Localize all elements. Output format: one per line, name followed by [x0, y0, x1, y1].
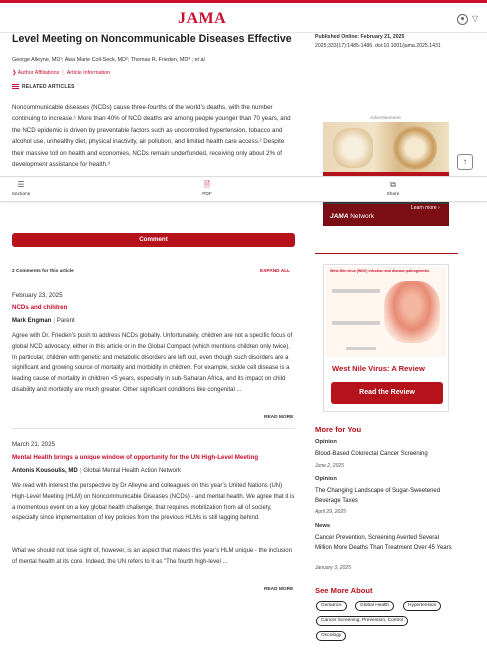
item-type: Opinion: [315, 439, 337, 445]
comment-author-role: Parent: [56, 318, 75, 324]
topic-tag[interactable]: Geriatrics: [316, 601, 347, 611]
ad-image: [323, 122, 449, 172]
topic-tag[interactable]: Hypertension: [403, 601, 441, 611]
more-for-you-item-title[interactable]: Cancer Prevention, Screening Averted Several Million More Deaths Than Treatment Over 45 Years: [315, 535, 452, 551]
share-label: Share: [386, 192, 400, 197]
pdf-button[interactable]: [187, 180, 227, 197]
author-affiliations-link[interactable]: ❯ Author Affiliations: [12, 70, 60, 76]
more-for-you-item-title[interactable]: The Changing Landscape of Sugar-Sweetened Beverage Taxes: [315, 488, 441, 504]
comment-author: [12, 318, 75, 324]
related-articles-label: RELATED ARTICLES: [22, 84, 75, 90]
site-header: [0, 3, 487, 33]
read-more-link[interactable]: READ MORE: [264, 587, 294, 592]
comment-author-role: Global Mental Health Action Network: [83, 468, 181, 474]
comment-title[interactable]: Mental Health brings a unique window of opportunity for the UN High-Level Meeting: [12, 454, 259, 461]
related-articles-toggle[interactable]: [12, 84, 75, 90]
review-promo[interactable]: [323, 264, 449, 412]
author-list[interactable]: George Alleyne, MD¹; Awa Marie Coll-Seck, MD²; Thomas R. Frieden, MD³ ; et al: [12, 57, 205, 63]
ad-journal: JAMA: [330, 213, 349, 220]
comment-count: 2 Comments for this article: [12, 269, 74, 274]
comment-author: [12, 468, 181, 474]
pdf-label: PDF: [202, 192, 212, 197]
jama-network-logo: [330, 213, 374, 220]
article-toolbar: [0, 176, 487, 202]
item-date: January 3, 2025: [315, 565, 351, 571]
promo-title[interactable]: West Nile Virus: A Review: [332, 364, 425, 373]
jama-logo[interactable]: JAMA: [178, 10, 227, 27]
article-title: Level Meeting on Noncommunicable Diseases Effective: [12, 33, 292, 45]
share-icon: ⧉: [390, 180, 396, 189]
article-information-link[interactable]: Article Information: [66, 70, 111, 76]
author-separator: |: [53, 318, 55, 324]
sidebar-divider: [315, 253, 458, 254]
author-separator: |: [79, 468, 82, 474]
article-abstract: Noncommunicable diseases (NCDs) cause three-fourths of the world’s deaths, with the number continuing to increase.¹ More than 40% of NCD deaths are among people younger than 70 years, and the NCD epidemic is driven by preventable factors such as uncontrolled hypertension, tobacco and alcohol use, unhealthy diet, physical inactivity, air pollution, and limited health care access.² Despite their massive toll on health and economies, NCDs remain underfunded, receiving only about 2% of development assistance for health.³: [12, 104, 291, 169]
comment-body: Agree with Dr. Frieden’s push to address NCDs globally. Unfortunately, children are not a specific focus of global NCD advocacy, either in this article or in the Global Compact (which mentions children only twice). In particular, children with genetic and metabolic disorders are left out, even though such disorders are a significant and growing source of mortality and morbidity in children. For example, sickle cell disease is a leading cause of mortality in children <5 years, especially in sub-Saharan Africa, and its impact on child disability and morbidity are much greater. Other significant conditions like congenital ...: [12, 333, 293, 393]
citation: 2025;333(17):1485-1486. doi:10.1001/jama.2025.1431: [315, 43, 441, 49]
expand-all-link[interactable]: EXPAND ALL: [260, 269, 291, 274]
item-date: June 2, 2025: [315, 463, 344, 469]
scroll-to-top-button[interactable]: ↑: [457, 154, 473, 170]
article-links: [12, 70, 110, 76]
chevron-down-icon[interactable]: ▽: [472, 14, 479, 23]
item-type: Opinion: [315, 476, 337, 482]
comment-button[interactable]: Comment: [12, 233, 295, 247]
ad-journal-suffix: Network: [348, 213, 375, 220]
bird-illustration: [384, 281, 440, 343]
sections-label: Sections: [11, 192, 31, 197]
ad-learn-more-link[interactable]: Learn more ›: [411, 205, 440, 211]
illustration-title: West Nile virus (WNV) infection and disease pathogenesis: [330, 269, 430, 273]
user-icon[interactable]: [457, 14, 468, 25]
illustration-callout: [332, 321, 380, 325]
joint-illustration: [333, 128, 373, 168]
comment-divider: [12, 428, 295, 429]
link-separator: |: [62, 70, 64, 76]
illustration-callout: [346, 347, 376, 350]
comment-body-continued: What we should not lose sight of, however, is an aspect that makes this year’s HLM unique - the inclusion of mental health at its core. Indeed, the UN refers to it as “The fourth high-level ...: [12, 548, 292, 565]
comment-author-name: Mark Engman: [12, 318, 52, 324]
pdf-icon: 🗎: [203, 180, 211, 189]
read-more-link[interactable]: READ MORE: [264, 415, 294, 420]
item-date: April 29, 2025: [315, 509, 346, 515]
sections-button[interactable]: [1, 180, 41, 197]
topic-tag[interactable]: Global Health: [355, 601, 394, 611]
illustration-callout: [332, 289, 380, 293]
comment-body: We read with interest the perspective by Dr Alleyne and colleagues on this year’s United Nations (UN) High-Level Meeting (HLM) on Noncommunicable Diseases (NCDs) - and mental health. We agree that it is a momentous event on a key global health challenge, that requires mobilization from all of society, especially since implementation of key policies from the previous HLMs is still lagging behind.: [12, 483, 295, 522]
more-for-you-item-title[interactable]: Blood-Based Colorectal Cancer Screening: [315, 451, 428, 457]
bone-illustration: [393, 126, 437, 170]
topic-tag[interactable]: Oncology: [316, 631, 346, 641]
comment-date: March 21, 2025: [12, 441, 55, 448]
advertisement-label: Advertisement: [370, 116, 401, 121]
wnv-illustration: [326, 267, 446, 357]
share-button[interactable]: [373, 180, 413, 197]
comment-date: February 23, 2025: [12, 292, 63, 299]
comment-author-name: Antonis Kousoulis, MD: [12, 468, 78, 474]
read-review-button[interactable]: Read the Review: [331, 382, 443, 404]
published-date: Published Online: February 21, 2025: [315, 34, 405, 40]
item-type: News: [315, 523, 331, 529]
menu-lines-icon: ☰: [17, 180, 25, 189]
list-icon: [12, 84, 19, 89]
topic-tag[interactable]: Cancer Screening, Prevention, Control: [316, 616, 408, 626]
advertisement-banner[interactable]: [323, 122, 449, 226]
comment-title[interactable]: NCDs and children: [12, 304, 68, 311]
more-for-you-heading: More for You: [315, 425, 362, 434]
publication-info: [315, 33, 441, 51]
see-more-heading: See More About: [315, 586, 373, 595]
